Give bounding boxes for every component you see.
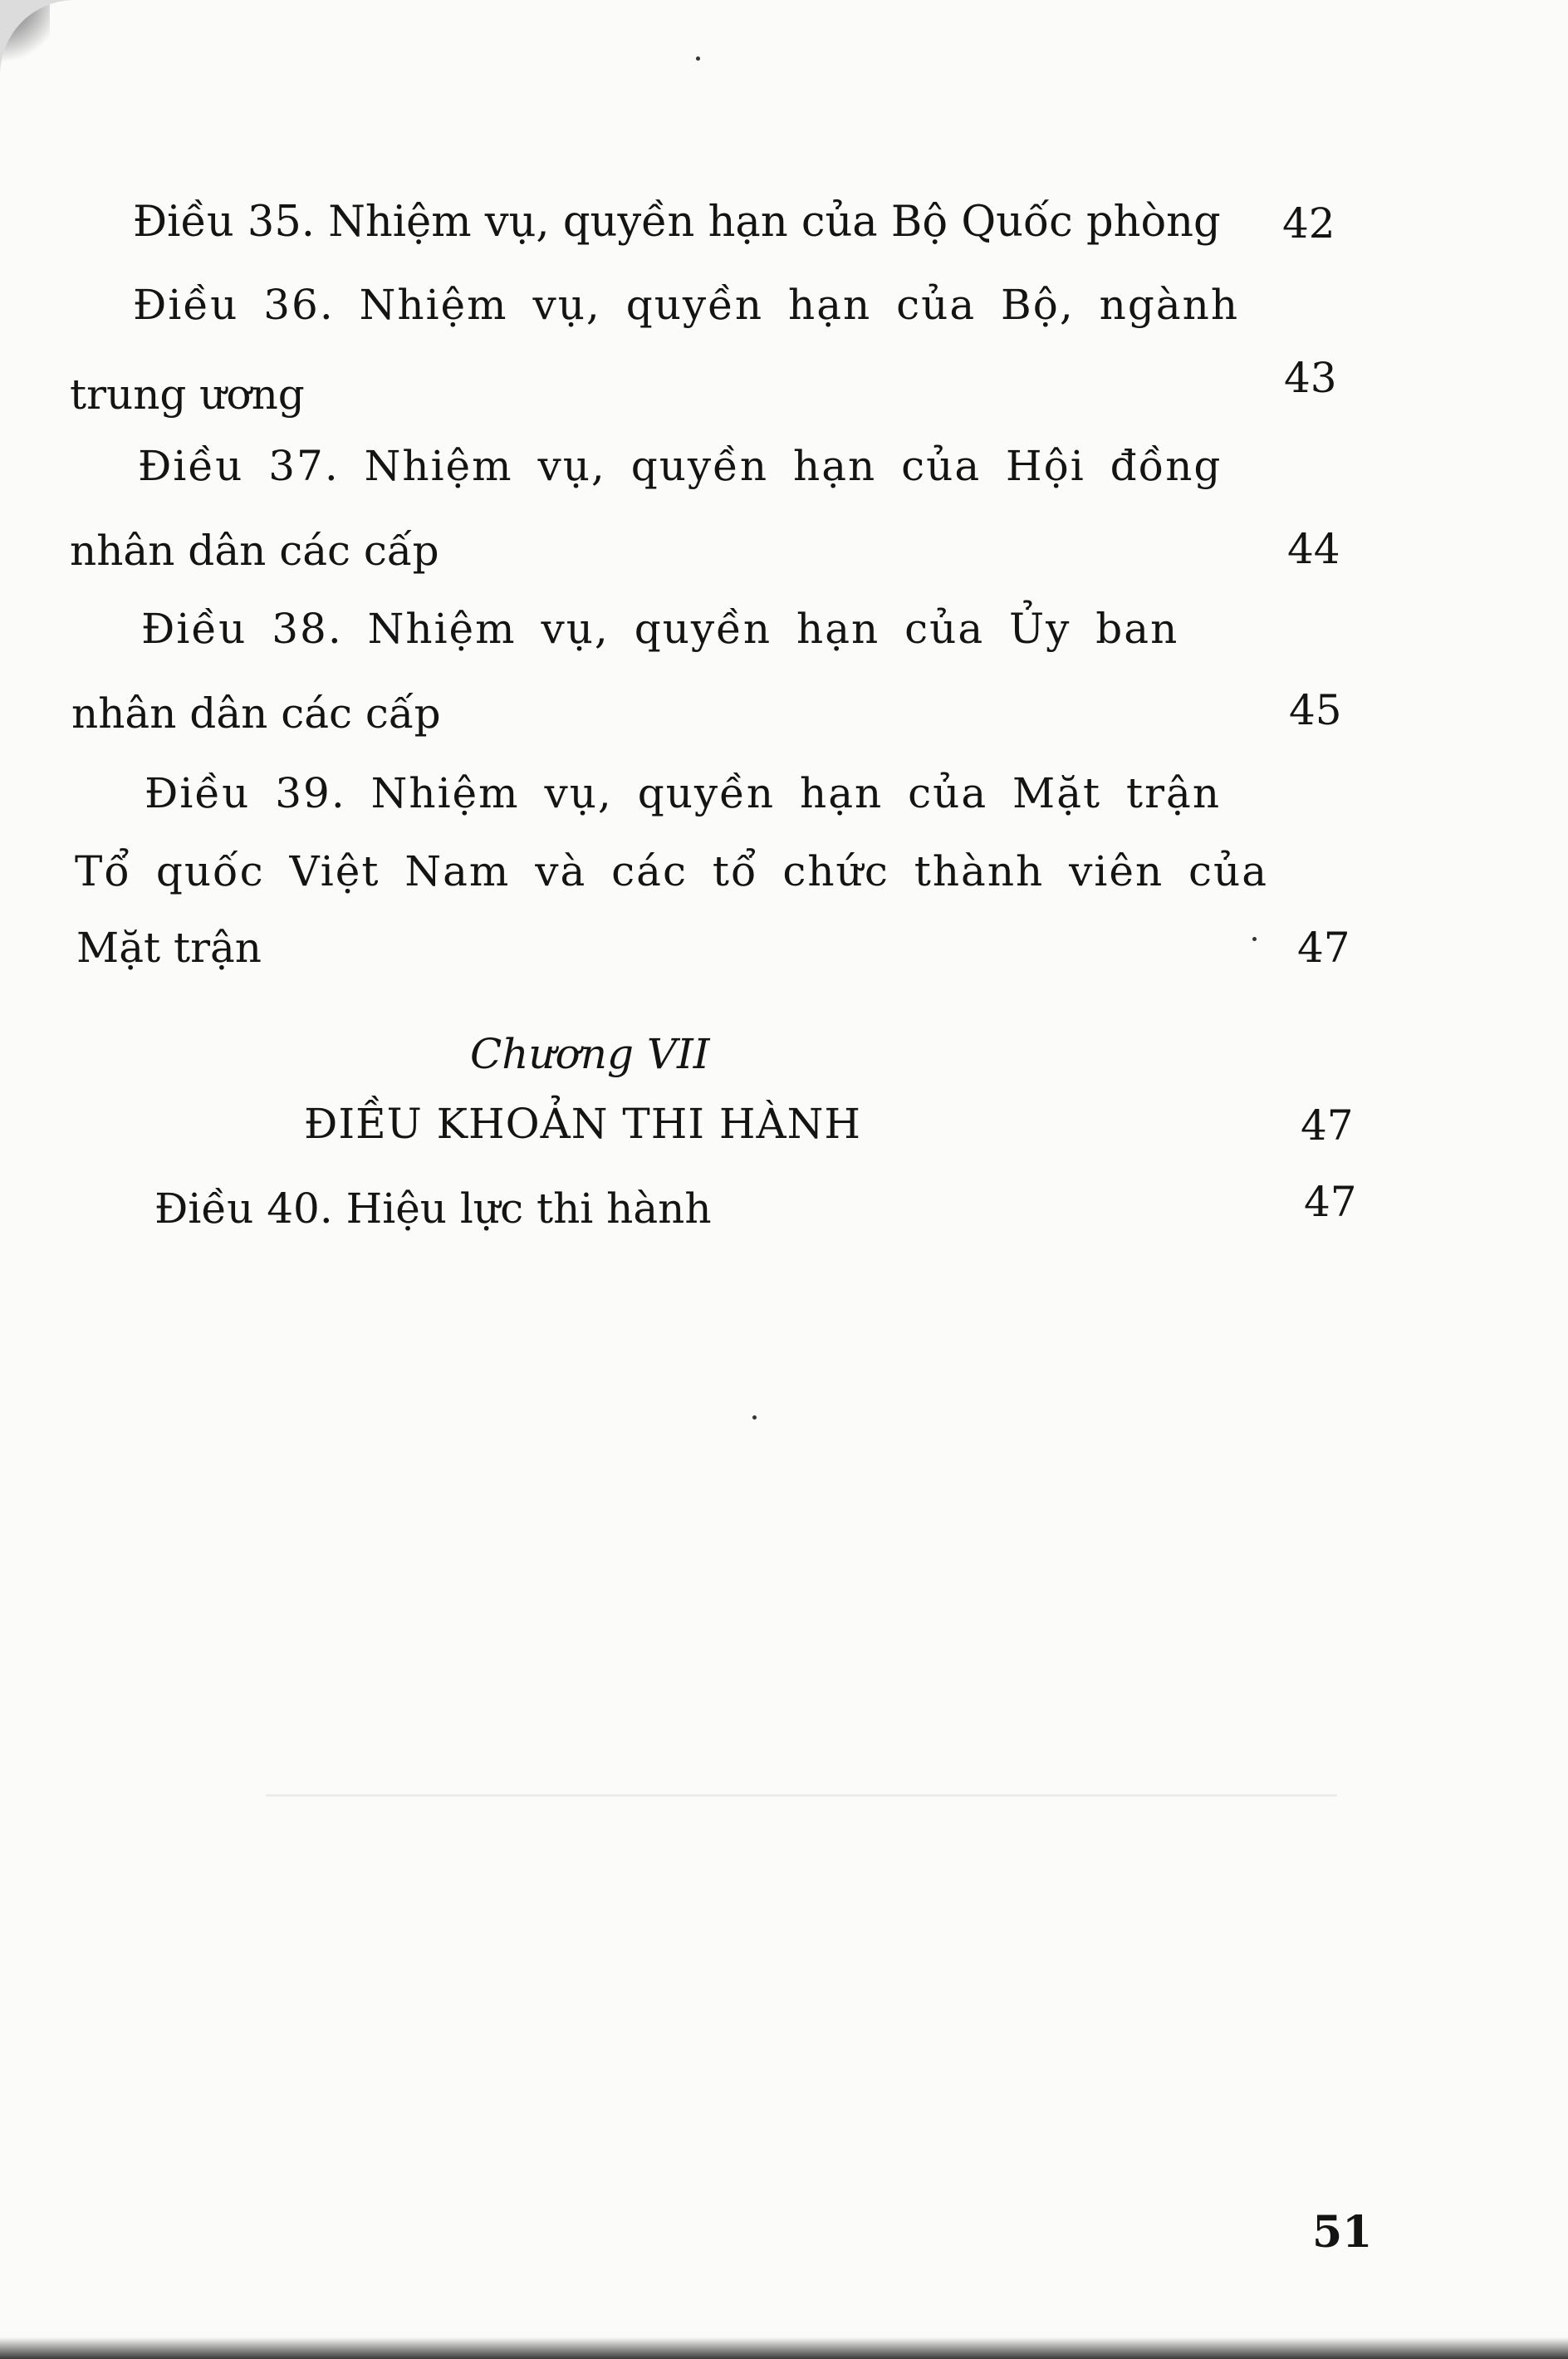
- toc-entry-38-line-1: Điều 38. Nhiệm vụ, quyền hạn của Ủy ban: [141, 605, 1179, 653]
- toc-entry-36-page: 43: [1284, 354, 1337, 402]
- toc-entry-36-line-1: Điều 36. Nhiệm vụ, quyền hạn của Bộ, ngành: [133, 281, 1240, 329]
- page-bottom-shadow: [0, 2337, 1568, 2359]
- chapter-label: Chương VII: [470, 1030, 710, 1078]
- toc-entry-39-line-2: Tổ quốc Việt Nam và các tổ chức thành viên của: [75, 847, 1269, 895]
- toc-entry-35-page: 42: [1282, 199, 1335, 248]
- toc-entry-38-line-2: nhân dân các cấp: [71, 689, 441, 738]
- toc-entry-40: Điều 40. Hiệu lực thi hành: [154, 1184, 712, 1233]
- chapter-title: ĐIỀU KHOẢN THI HÀNH: [304, 1100, 862, 1148]
- page-number: 51: [1312, 2207, 1373, 2258]
- toc-entry-36-line-2: trung ương: [70, 370, 305, 419]
- toc-entry-37-line-1: Điều 37. Nhiệm vụ, quyền hạn của Hội đồng: [138, 442, 1223, 490]
- toc-entry-39-page: 47: [1297, 924, 1350, 972]
- toc-entry-37-page: 44: [1287, 525, 1340, 573]
- print-speck: [696, 56, 700, 61]
- print-speck: [1252, 937, 1257, 941]
- toc-entry-37-line-2: nhân dân các cấp: [70, 527, 439, 575]
- print-speck: [752, 1415, 757, 1420]
- toc-entry-39-line-3: Mặt trận: [76, 924, 262, 972]
- toc-entry-40-page: 47: [1304, 1178, 1357, 1226]
- chapter-page: 47: [1301, 1101, 1354, 1150]
- toc-entry-39-line-1: Điều 39. Nhiệm vụ, quyền hạn của Mặt trận: [145, 769, 1222, 817]
- toc-entry-38-page: 45: [1289, 686, 1342, 734]
- toc-entry-35-line-1: Điều 35. Nhiệm vụ, quyền hạn của Bộ Quốc phòng: [133, 198, 1221, 247]
